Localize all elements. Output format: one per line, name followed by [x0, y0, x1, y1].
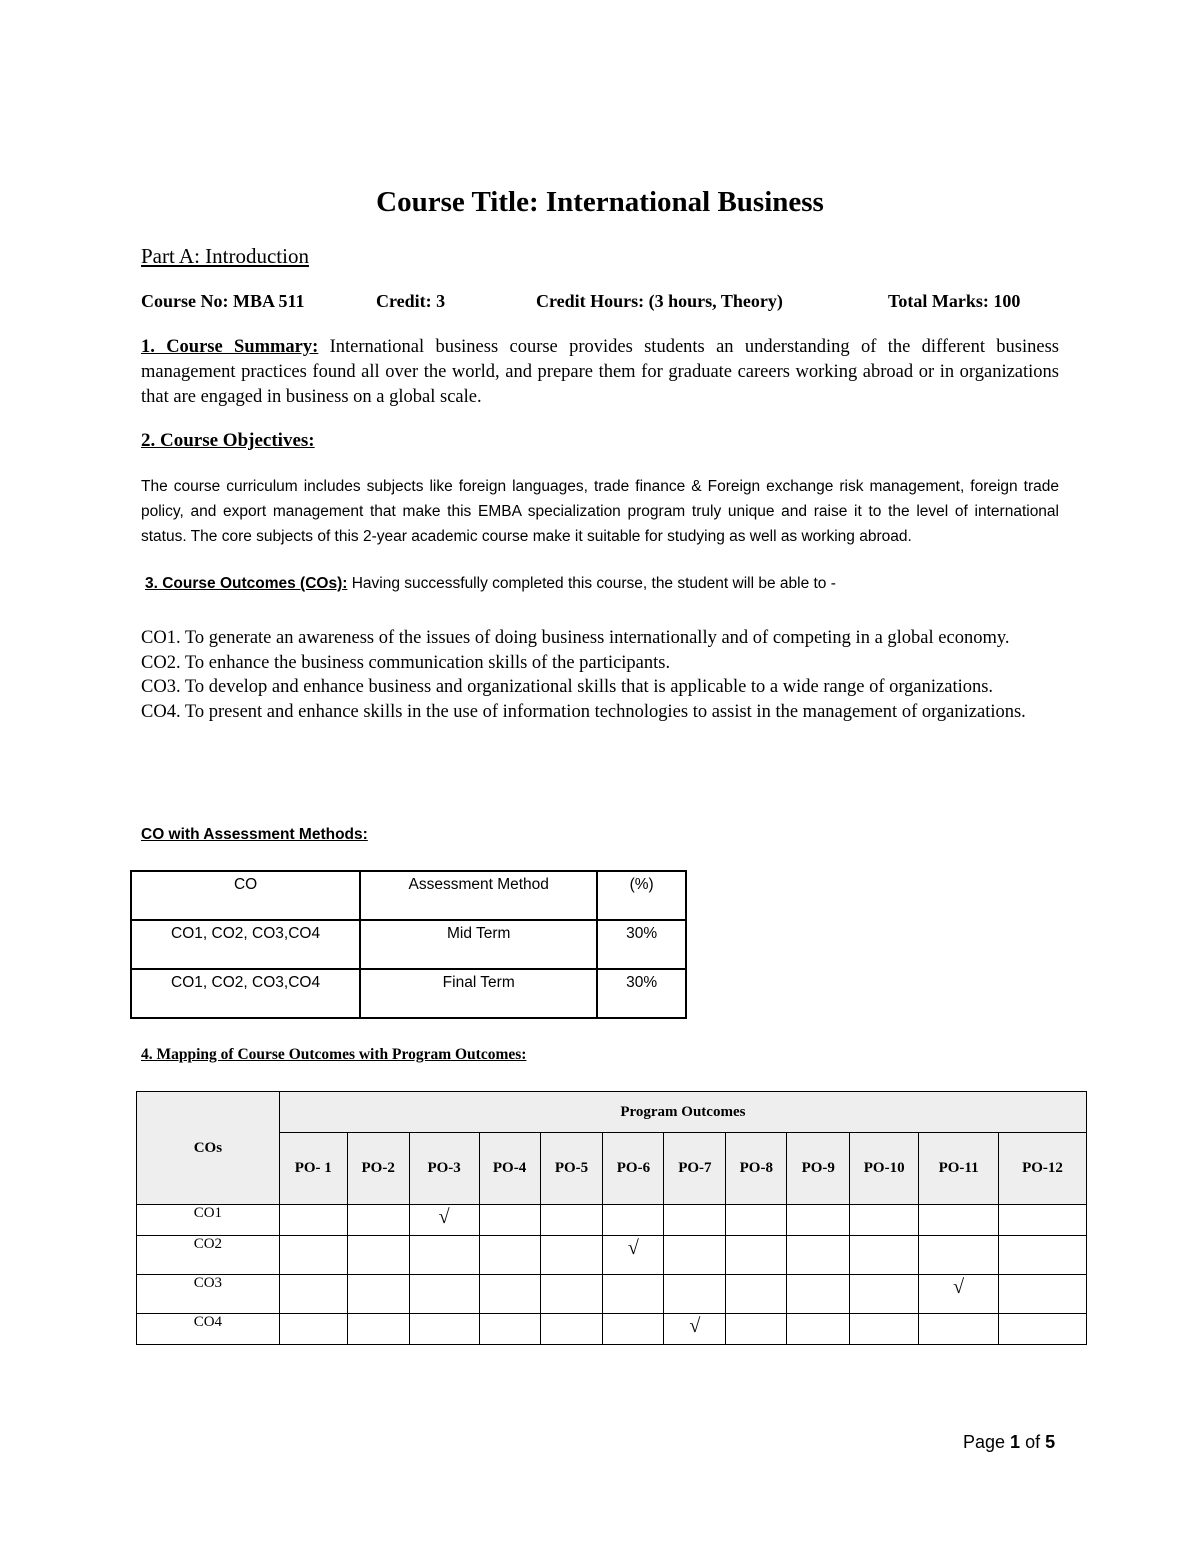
mapping-cell — [603, 1205, 664, 1236]
course-summary-label: 1. Course Summary: — [141, 337, 319, 357]
course-summary-text: International business course provides students an understanding of the different business management practices found all over the world, and prepare them for graduate careers working abroad or in organizations that are engaged in business on a global scale. — [141, 337, 1059, 407]
mapping-cell — [850, 1236, 919, 1275]
part-a-heading: Part A: Introduction — [141, 244, 309, 268]
total-marks: Total Marks: 100 — [888, 291, 1021, 311]
course-outcomes-line — [145, 575, 836, 593]
course-title: Course Title: International Business — [376, 186, 824, 218]
assessment-table — [130, 870, 687, 1019]
po-header-cell: PO-9 — [787, 1133, 850, 1205]
course-outcomes-label: 3. Course Outcomes (COs): — [145, 575, 348, 592]
mapping-cell — [664, 1236, 726, 1275]
mapping-cell — [919, 1314, 999, 1345]
mapping-cell — [409, 1236, 479, 1275]
mapping-cell — [919, 1205, 999, 1236]
table-header-cell: CO — [131, 871, 360, 920]
mapping-co-cell: CO4 — [137, 1314, 280, 1345]
mapping-cell — [279, 1205, 347, 1236]
course-outcome-item: CO2. To enhance the business communication skills of the participants. — [141, 652, 671, 673]
mapping-cell — [999, 1275, 1087, 1314]
mapping-cell — [603, 1314, 664, 1345]
po-label-row — [137, 1133, 1087, 1205]
mapping-cell — [787, 1314, 850, 1345]
po-header-cell: PO-5 — [540, 1133, 603, 1205]
course-outcome-item: CO1. To generate an awareness of the issues of doing business internationally and of competing in a global economy. — [141, 628, 1010, 648]
mapping-cell — [850, 1314, 919, 1345]
mapping-cell — [347, 1275, 409, 1314]
po-header-cell: PO-4 — [479, 1133, 540, 1205]
mapping-row — [137, 1275, 1087, 1314]
check-mark-icon: √ — [627, 1237, 639, 1259]
assessment-heading: CO with Assessment Methods: — [141, 826, 368, 843]
po-header-cell: PO-7 — [664, 1133, 726, 1205]
mapping-cell — [664, 1275, 726, 1314]
mapping-cell — [787, 1275, 850, 1314]
table-cell: Final Term — [360, 969, 597, 1018]
mapping-cell — [603, 1236, 664, 1275]
table-cell: CO1, CO2, CO3,CO4 — [131, 920, 360, 969]
course-credit: Credit: 3 — [376, 291, 446, 311]
mapping-cell — [850, 1205, 919, 1236]
mapping-cell — [540, 1205, 603, 1236]
check-mark-icon: √ — [689, 1315, 701, 1337]
mapping-cell — [347, 1205, 409, 1236]
mapping-header-row — [137, 1092, 1087, 1133]
mapping-cell — [409, 1314, 479, 1345]
course-summary — [141, 335, 1059, 410]
mapping-row — [137, 1205, 1087, 1236]
mapping-cell — [726, 1205, 787, 1236]
table-cell: 30% — [597, 920, 686, 969]
mapping-cell — [479, 1275, 540, 1314]
table-cell: Mid Term — [360, 920, 597, 969]
po-header-cell: PO-8 — [726, 1133, 787, 1205]
mapping-table — [136, 1091, 1087, 1345]
course-outcome-item: CO3. To develop and enhance business and organizational skills that is applicable to a wide range of organizations. — [141, 677, 994, 698]
mapping-cell — [787, 1236, 850, 1275]
mapping-cell — [999, 1236, 1087, 1275]
mapping-co-cell: CO1 — [137, 1205, 280, 1236]
mapping-cell — [999, 1205, 1087, 1236]
table-header-cell: Assessment Method — [360, 871, 597, 920]
check-mark-icon: √ — [438, 1206, 450, 1228]
table-header-cell: (%) — [597, 871, 686, 920]
page-word: Page — [963, 1432, 1011, 1452]
mapping-cell — [540, 1236, 603, 1275]
course-outcome-item: CO4. To present and enhance skills in the use of information technologies to assist in the management of organizations. — [141, 702, 1026, 723]
mapping-cell — [279, 1236, 347, 1275]
table-row — [131, 969, 686, 1018]
of-word: of — [1020, 1432, 1046, 1452]
mapping-co-cell: CO2 — [137, 1236, 280, 1275]
mapping-cell — [409, 1205, 479, 1236]
course-outcomes-intro: Having successfully completed this course, the student will be able to - — [347, 575, 836, 592]
table-cell: 30% — [597, 969, 686, 1018]
mapping-cell — [540, 1275, 603, 1314]
mapping-cell — [726, 1275, 787, 1314]
po-header-cell: PO-3 — [409, 1133, 479, 1205]
course-number: Course No: MBA 511 — [141, 291, 305, 311]
mapping-cell — [850, 1275, 919, 1314]
mapping-heading: 4. Mapping of Course Outcomes with Program Outcomes: — [141, 1046, 527, 1063]
mapping-cell — [726, 1236, 787, 1275]
table-cell: CO1, CO2, CO3,CO4 — [131, 969, 360, 1018]
page-number — [963, 1432, 1055, 1453]
po-header-cell: PO-12 — [999, 1133, 1087, 1205]
mapping-cell — [726, 1314, 787, 1345]
mapping-cell — [347, 1314, 409, 1345]
course-outcomes-list — [141, 626, 1059, 725]
mapping-cell — [479, 1205, 540, 1236]
mapping-cell — [479, 1314, 540, 1345]
table-row — [131, 920, 686, 969]
mapping-cell — [479, 1236, 540, 1275]
po-header-cell: PO-11 — [919, 1133, 999, 1205]
mapping-row — [137, 1314, 1087, 1345]
cos-header: COs — [137, 1092, 280, 1205]
po-header-cell: PO-10 — [850, 1133, 919, 1205]
mapping-cell — [664, 1205, 726, 1236]
po-header-cell: PO- 1 — [279, 1133, 347, 1205]
mapping-cell — [664, 1314, 726, 1345]
mapping-cell — [999, 1314, 1087, 1345]
course-objectives-text: The course curriculum includes subjects like foreign languages, trade finance & Foreign exchange risk management, foreign trade policy, and export management that make this EMBA specialization program truly unique and raise it to the level of international status. The core subjects of this 2-year academic course make it suitable for studying as well as working abroad. — [141, 478, 1059, 545]
course-objectives-heading: 2. Course Objectives: — [141, 430, 315, 451]
mapping-cell — [279, 1314, 347, 1345]
mapping-cell — [347, 1236, 409, 1275]
current-page: 1 — [1010, 1432, 1021, 1452]
credit-hours: Credit Hours: (3 hours, Theory) — [536, 291, 783, 311]
mapping-cell — [603, 1275, 664, 1314]
mapping-cell — [409, 1275, 479, 1314]
table-header-row — [131, 871, 686, 920]
program-outcomes-header: Program Outcomes — [279, 1092, 1086, 1133]
mapping-cell — [540, 1314, 603, 1345]
mapping-row — [137, 1236, 1087, 1275]
po-header-cell: PO-6 — [603, 1133, 664, 1205]
check-mark-icon: √ — [953, 1276, 965, 1298]
po-header-cell: PO-2 — [347, 1133, 409, 1205]
mapping-cell — [919, 1236, 999, 1275]
total-pages: 5 — [1045, 1432, 1056, 1452]
mapping-cell — [919, 1275, 999, 1314]
mapping-cell — [279, 1275, 347, 1314]
mapping-cell — [787, 1205, 850, 1236]
mapping-co-cell: CO3 — [137, 1275, 280, 1314]
